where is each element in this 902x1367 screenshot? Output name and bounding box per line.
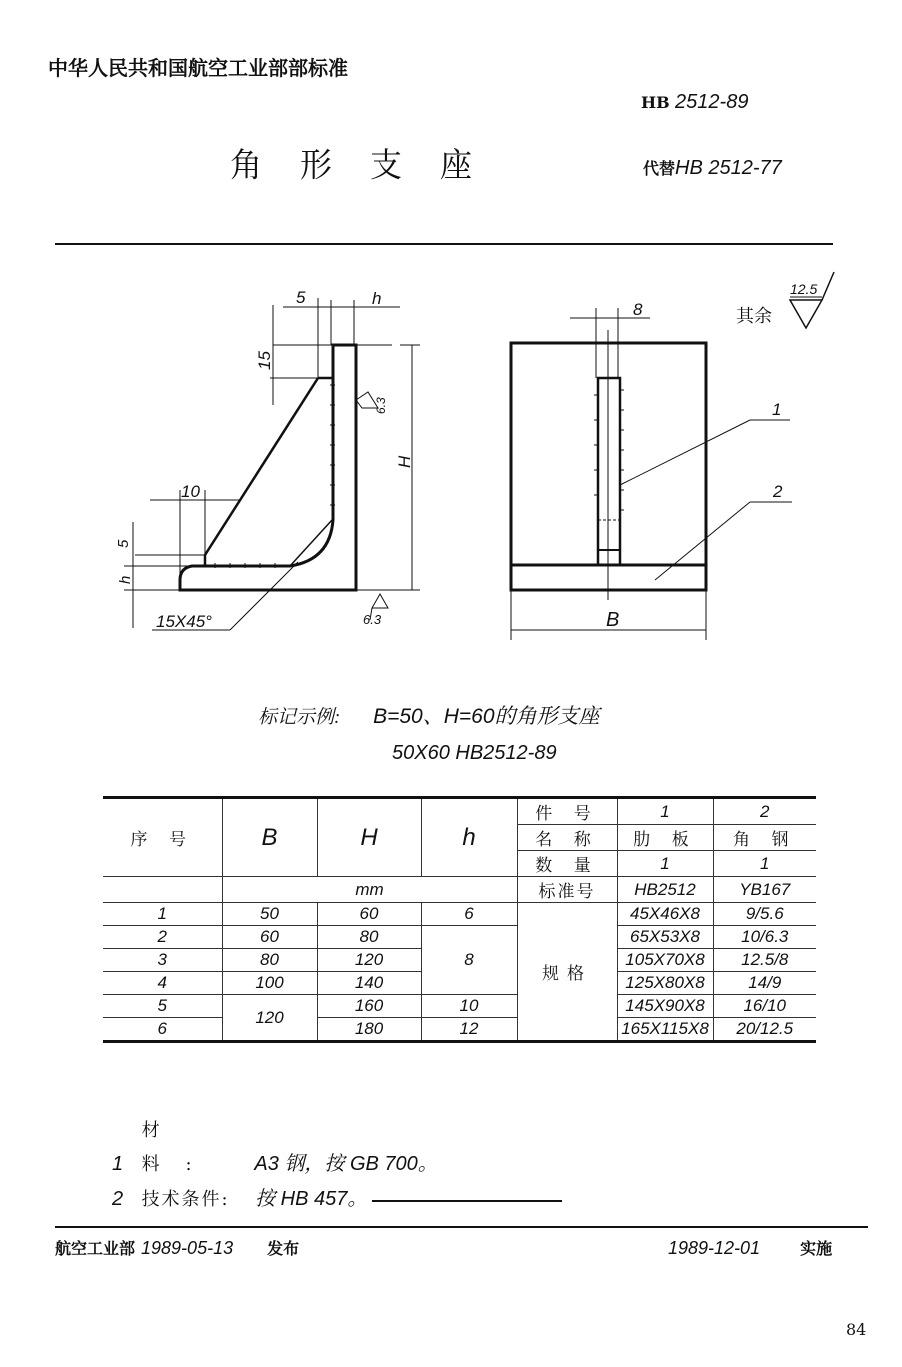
issue-info: [55, 1236, 299, 1259]
part-2-no: 2: [713, 798, 816, 825]
table-row: [103, 995, 816, 1018]
svg-text:B: B: [606, 609, 620, 631]
header-qty: 数 量: [517, 851, 617, 877]
replaces-label: 代替: [643, 159, 676, 178]
cell-rib-spec: 125X80X8: [617, 972, 713, 995]
svg-text:1: 1: [772, 400, 782, 419]
cell-seq: 5: [103, 995, 222, 1018]
svg-text:6.3: 6.3: [363, 612, 382, 627]
replaces-code: HB 2512-77: [675, 157, 782, 179]
header-spec: 规格: [517, 903, 617, 1042]
end-divider: [372, 1200, 562, 1202]
svg-text:8: 8: [633, 300, 643, 319]
cell-angle-spec: 16/10: [713, 995, 816, 1018]
cell-angle-spec: 10/6.3: [713, 926, 816, 949]
note-number: 1: [112, 1153, 124, 1175]
cell-angle-spec: 14/9: [713, 972, 816, 995]
header-seq: 序 号: [103, 798, 222, 877]
page-number: 84: [846, 1320, 867, 1339]
cell-H: 140: [317, 972, 421, 995]
header-B: B: [222, 798, 317, 877]
table-row: [103, 1018, 816, 1042]
cell-angle-spec: 12.5/8: [713, 949, 816, 972]
cell-rib-spec: 105X70X8: [617, 949, 713, 972]
svg-text:15: 15: [255, 351, 274, 370]
front-view: [511, 272, 834, 640]
cell-h: 6: [421, 903, 517, 926]
cell-seq: 1: [103, 903, 222, 926]
marking-example-formula: B=50、H=60的角形支座: [373, 705, 600, 728]
note-text: A3 钢，按 GB 700。: [254, 1153, 438, 1175]
header-H: H: [317, 798, 421, 877]
svg-text:10: 10: [181, 482, 200, 501]
cell-h: 10: [421, 995, 517, 1018]
impl-date: 1989-12-01: [668, 1238, 761, 1258]
svg-text:5: 5: [115, 539, 132, 548]
issue-label: 发布: [267, 1239, 300, 1258]
cell-B: 50: [222, 903, 317, 926]
cell-h: 12: [421, 1018, 517, 1042]
cell-H: 60: [317, 903, 421, 926]
marking-example: [258, 700, 600, 730]
part-1-name: 肋 板: [617, 825, 713, 851]
header-unit: mm: [222, 877, 517, 903]
page-title: 角形支座: [230, 145, 511, 186]
svg-text:6.3: 6.3: [374, 397, 388, 414]
svg-text:15X45°: 15X45°: [156, 612, 212, 631]
issuer: 航空工业部: [55, 1239, 136, 1258]
cell-rib-spec: 145X90X8: [617, 995, 713, 1018]
marking-example-label: 标记示例:: [258, 707, 341, 728]
part-2-qty: 1: [713, 851, 816, 877]
part-2-name: 角 钢: [713, 825, 816, 851]
spec-table: [103, 796, 816, 1043]
note-label: 材料:: [141, 1120, 218, 1175]
svg-text:h: h: [372, 289, 382, 308]
note-number: 2: [112, 1188, 124, 1210]
cell-seq: 2: [103, 926, 222, 949]
cell-seq: 3: [103, 949, 222, 972]
part-2-std: YB167: [713, 877, 816, 903]
marking-example-code: 50X60 HB2512-89: [392, 742, 557, 764]
part-1-no: 1: [617, 798, 713, 825]
svg-text:h: h: [117, 575, 134, 584]
note-item: [112, 1114, 438, 1182]
header-part-no: 件 号: [517, 798, 617, 825]
footer-divider: [55, 1226, 868, 1228]
standard-code: 2512-89: [675, 91, 749, 113]
cell-B: 100: [222, 972, 317, 995]
cell-B: 60: [222, 926, 317, 949]
cell-H: 160: [317, 995, 421, 1018]
part-1-qty: 1: [617, 851, 713, 877]
header-std: 标准号: [517, 877, 617, 903]
cell-rib-spec: 165X115X8: [617, 1018, 713, 1042]
cell-H: 180: [317, 1018, 421, 1042]
header-name: 名 称: [517, 825, 617, 851]
cell-B: 80: [222, 949, 317, 972]
technical-drawing: [0, 0, 902, 680]
cell-seq: 6: [103, 1018, 222, 1042]
header-h: h: [421, 798, 517, 877]
svg-text:H: H: [395, 455, 414, 468]
cell-H: 80: [317, 926, 421, 949]
part-1-std: HB2512: [617, 877, 713, 903]
table-row: [103, 903, 816, 926]
dim-5-top: 5: [296, 288, 306, 307]
cell-rib-spec: 45X46X8: [617, 903, 713, 926]
cell-seq: 4: [103, 972, 222, 995]
standard-prefix: HB: [641, 93, 670, 112]
issue-date: 1989-05-13: [141, 1238, 234, 1258]
cell-angle-spec: 20/12.5: [713, 1018, 816, 1042]
implementation-info: [668, 1236, 832, 1259]
note-text: 按 HB 457。: [255, 1188, 368, 1210]
issuing-organization: 中华人民共和国航空工业部部标准: [48, 56, 348, 80]
side-view: [115, 288, 420, 631]
impl-label: 实施: [800, 1239, 833, 1258]
cell-H: 120: [317, 949, 421, 972]
svg-text:12.5: 12.5: [790, 281, 818, 297]
cell-B: 120: [222, 995, 317, 1042]
cell-angle-spec: 9/5.6: [713, 903, 816, 926]
table-row: [103, 926, 816, 949]
note-label: 技术条件:: [141, 1189, 230, 1210]
cell-h: 8: [421, 926, 517, 995]
roughness-rest-label: 其余: [736, 306, 772, 327]
cell-rib-spec: 65X53X8: [617, 926, 713, 949]
svg-text:2: 2: [773, 482, 783, 501]
